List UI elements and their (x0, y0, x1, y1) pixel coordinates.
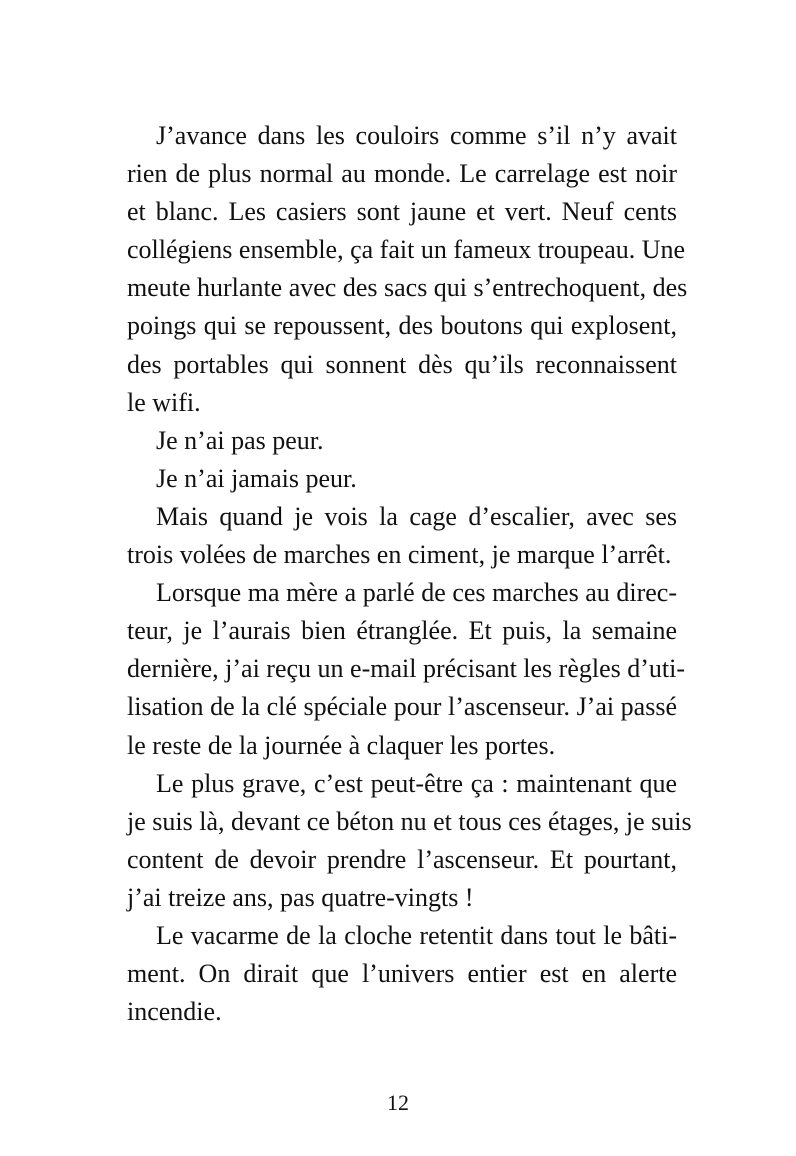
paragraph-5 (127, 574, 686, 764)
text-line: Lorsque ma mère a parlé de ces marches au direc- (156, 578, 677, 608)
text-line: poings qui se repoussent, des boutons qui explosent, (127, 311, 677, 341)
text-line: Je n’ai jamais peur. (156, 463, 357, 493)
text-line: des portables qui sonnent dès qu’ils reconnaissent (127, 349, 677, 379)
text-line: le reste de la journée à claquer les portes. (127, 730, 556, 760)
page-number: 12 (387, 1090, 409, 1115)
text-line: ment. On dirait que l’univers entier est en alerte (127, 959, 677, 989)
text-line: incendie. (127, 997, 222, 1027)
text-line: le wifi. (127, 387, 201, 417)
text-line: meute hurlante avec des sacs qui s’entrechoquent, des (127, 273, 688, 303)
text-line: j’ai treize ans, pas quatre-vingts ! (127, 882, 474, 912)
text-line: Le vacarme de la cloche retentit dans tout le bâti- (156, 920, 677, 950)
text-line: Le plus grave, c’est peut-être ça : maintenant que (156, 768, 677, 798)
body-text (127, 117, 692, 1031)
text-line: collégiens ensemble, ça fait un fameux troupeau. Une (127, 235, 686, 265)
text-line: trois volées de marches en ciment, je marque l’arrêt. (127, 540, 672, 570)
paragraph-3 (127, 460, 677, 498)
text-line: et blanc. Les casiers sont jaune et vert. Neuf cents (127, 197, 677, 227)
paragraph-4 (127, 498, 677, 574)
paragraph-7 (127, 917, 677, 1031)
text-line: dernière, j’ai reçu un e-mail précisant les règles d’uti- (127, 654, 686, 684)
text-line: teur, je l’aurais bien étranglée. Et puis, la semaine (127, 616, 677, 646)
text-line: je suis là, devant ce béton nu et tous ces étages, je suis (127, 806, 692, 836)
paragraph-2 (127, 422, 677, 460)
text-line: lisation de la clé spéciale pour l’ascenseur. J’ai passé (127, 692, 677, 722)
text-line: J’avance dans les couloirs comme s’il n’y avait (156, 121, 677, 150)
paragraph-6 (127, 765, 692, 917)
text-line: rien de plus normal au monde. Le carrelage est noir (127, 159, 677, 189)
paragraph-1 (127, 117, 688, 422)
text-line: Je n’ai pas peur. (156, 425, 324, 455)
text-line: Mais quand je vois la cage d’escalier, avec ses (156, 501, 677, 531)
text-line: content de devoir prendre l’ascenseur. Et pourtant, (127, 844, 677, 874)
